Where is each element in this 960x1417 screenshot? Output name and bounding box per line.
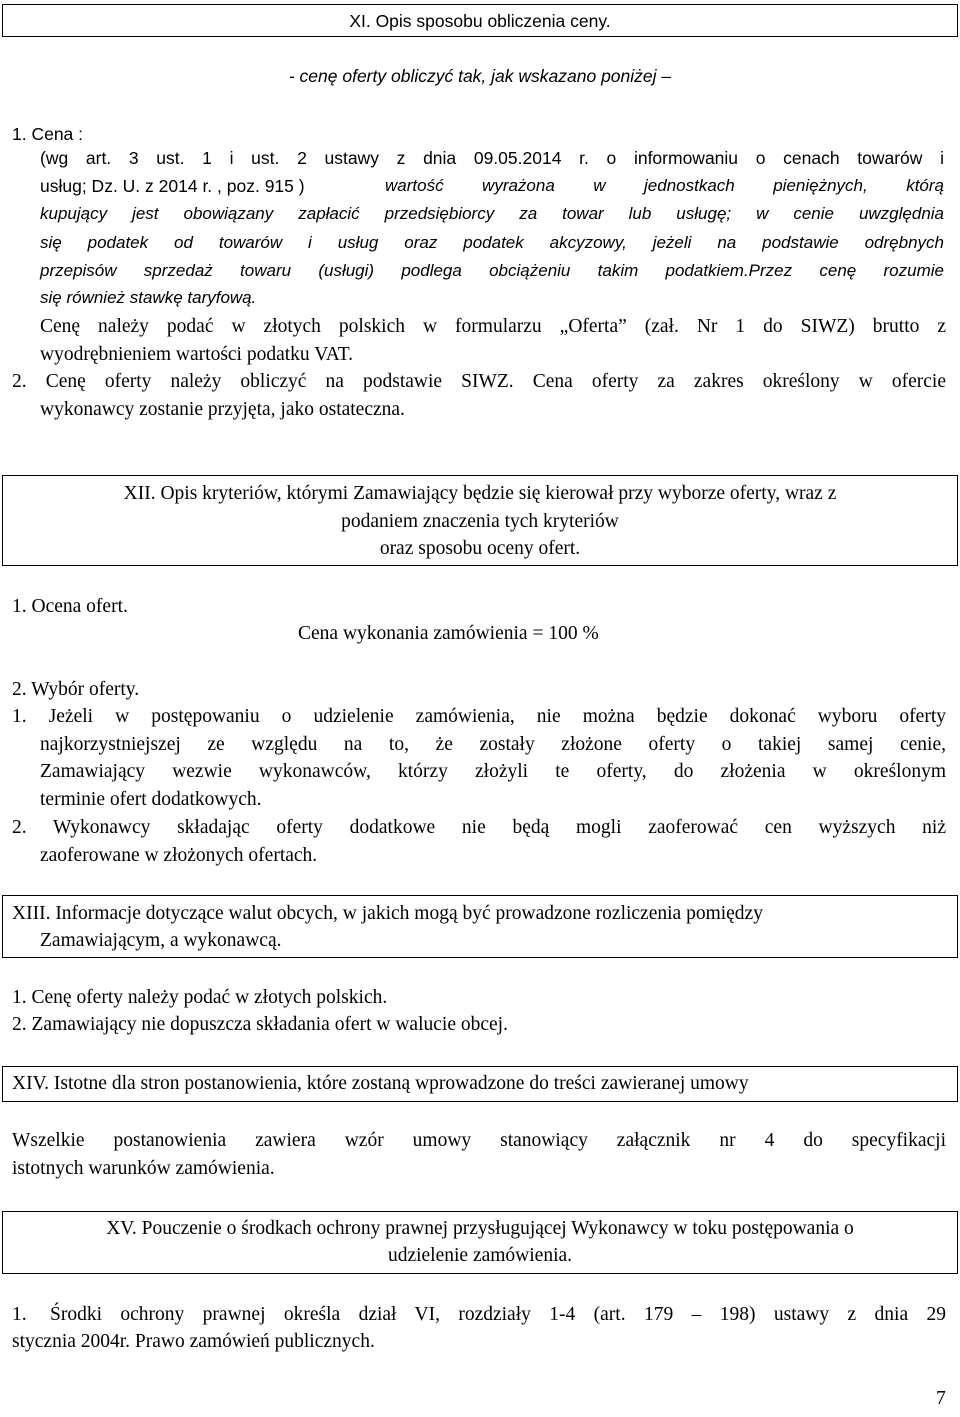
section-xii-heading-line-1: XII. Opis kryteriów, którymi Zamawiający będzie się kierował przy wyborze oferty, wraz z [123, 483, 837, 504]
price-basis-line-1: 2. Cenę oferty należy obliczyć na podstawie SIWZ. Cena oferty za zakres określony w ofercie [12, 371, 946, 392]
legal-remedies-line-1: Środki ochrony prawnej określa dział VI, rozdziały 1-4 (art. 179 – 198) ustawy z dnia 29 [50, 1304, 946, 1325]
legal-basis-line-1: (wg art. 3 ust. 1 i ust. 2 ustawy z dnia 09.05.2014 r. o informowaniu o cenach towarów i [40, 148, 944, 168]
additional-offers-line-1: 2. Wykonawcy składając oferty dodatkowe nie będą mogli zaoferować cen wyższych niż [12, 817, 946, 838]
legal-remedies-number: 1. [12, 1304, 27, 1325]
offer-evaluation-label: 1. Ocena ofert. [12, 596, 128, 617]
price-definition-line-4: przepisów sprzedaż towaru (usługi) podlega obciążeniu takim podatkiem.Przez cenę rozumie [40, 261, 944, 280]
section-xiv-heading: XIV. Istotne dla stron postanowienia, które zostaną wprowadzone do treści zawieranej umowy [12, 1073, 749, 1094]
section-xiii-heading-line-2: Zamawiającym, a wykonawcą. [40, 930, 282, 951]
price-definition-line-2: kupujący jest obowiązany zapłacić przedsiębiorcy za towar lub usługę; w cenie uwzględnia [40, 204, 944, 223]
equal-price-rule-line-1: 1. Jeżeli w postępowaniu o udzielenie zamówienia, nie można będzie dokonać wyboru oferty [12, 706, 946, 727]
section-xiii-heading-line-1: XIII. Informacje dotyczące walut obcych, w jakich mogą być prowadzone rozliczenia pomiędzy [12, 903, 763, 924]
legal-remedies-line-2: stycznia 2004r. Prawo zamówień publicznych. [12, 1331, 375, 1352]
price-definition-line-5: się również stawkę taryfową. [40, 288, 257, 307]
currency-instruction-line-2: wyodrębnieniem wartości podatku VAT. [40, 344, 354, 365]
contract-provisions-line-1: Wszelkie postanowienia zawiera wzór umowy stanowiący załącznik nr 4 do specyfikacji [12, 1130, 946, 1151]
section-xi-heading: XI. Opis sposobu obliczenia ceny. [349, 11, 611, 31]
price-definition-line-1: wartość wyrażona w jednostkach pieniężnych, którą [385, 176, 944, 195]
currency-pln-item: 1. Cenę oferty należy podać w złotych polskich. [12, 987, 388, 1008]
section-xv-heading-line-2: udzielenie zamówienia. [387, 1245, 573, 1266]
offer-selection-label: 2. Wybór oferty. [12, 679, 140, 700]
legal-basis-line-2: usług; Dz. U. z 2014 r. , poz. 915 ) [40, 176, 305, 196]
equal-price-rule-line-4: terminie ofert dodatkowych. [40, 789, 262, 810]
page-number: 7 [936, 1388, 946, 1409]
contract-provisions-line-2: istotnych warunków zamówienia. [12, 1158, 275, 1179]
cena-label: 1. Cena : [12, 124, 84, 144]
price-definition-line-3: się podatek od towarów i usług oraz podatek akcyzowy, jeżeli na podstawie odrębnych [40, 233, 944, 252]
price-basis-line-2: wykonawcy zostanie przyjęta, jako ostateczna. [40, 399, 405, 420]
equal-price-rule-line-3: Zamawiający wezwie wykonawców, którzy złożyli te oferty, do złożenia w określonym [40, 761, 946, 782]
section-xv-heading-line-1: XV. Pouczenie o środkach ochrony prawnej przysługującej Wykonawcy w toku postępowania o [106, 1218, 854, 1239]
section-xi-subtitle: - cenę oferty obliczyć tak, jak wskazano poniżej – [288, 66, 672, 86]
equal-price-rule-line-2: najkorzystniejszej ze względu na to, że zostały złożone oferty o takiej samej cenie, [40, 734, 946, 755]
currency-instruction-line-1: Cenę należy podać w złotych polskich w formularzu „Oferta” (zał. Nr 1 do SIWZ) brutto z [40, 316, 946, 337]
section-xii-heading-line-3: oraz sposobu oceny ofert. [379, 538, 581, 559]
foreign-currency-item: 2. Zamawiający nie dopuszcza składania ofert w walucie obcej. [12, 1014, 508, 1035]
criterion-price: Cena wykonania zamówienia = 100 % [298, 623, 599, 644]
additional-offers-line-2: zaoferowane w złożonych ofertach. [40, 845, 318, 866]
section-xii-heading-line-2: podaniem znaczenia tych kryteriów [341, 511, 619, 532]
